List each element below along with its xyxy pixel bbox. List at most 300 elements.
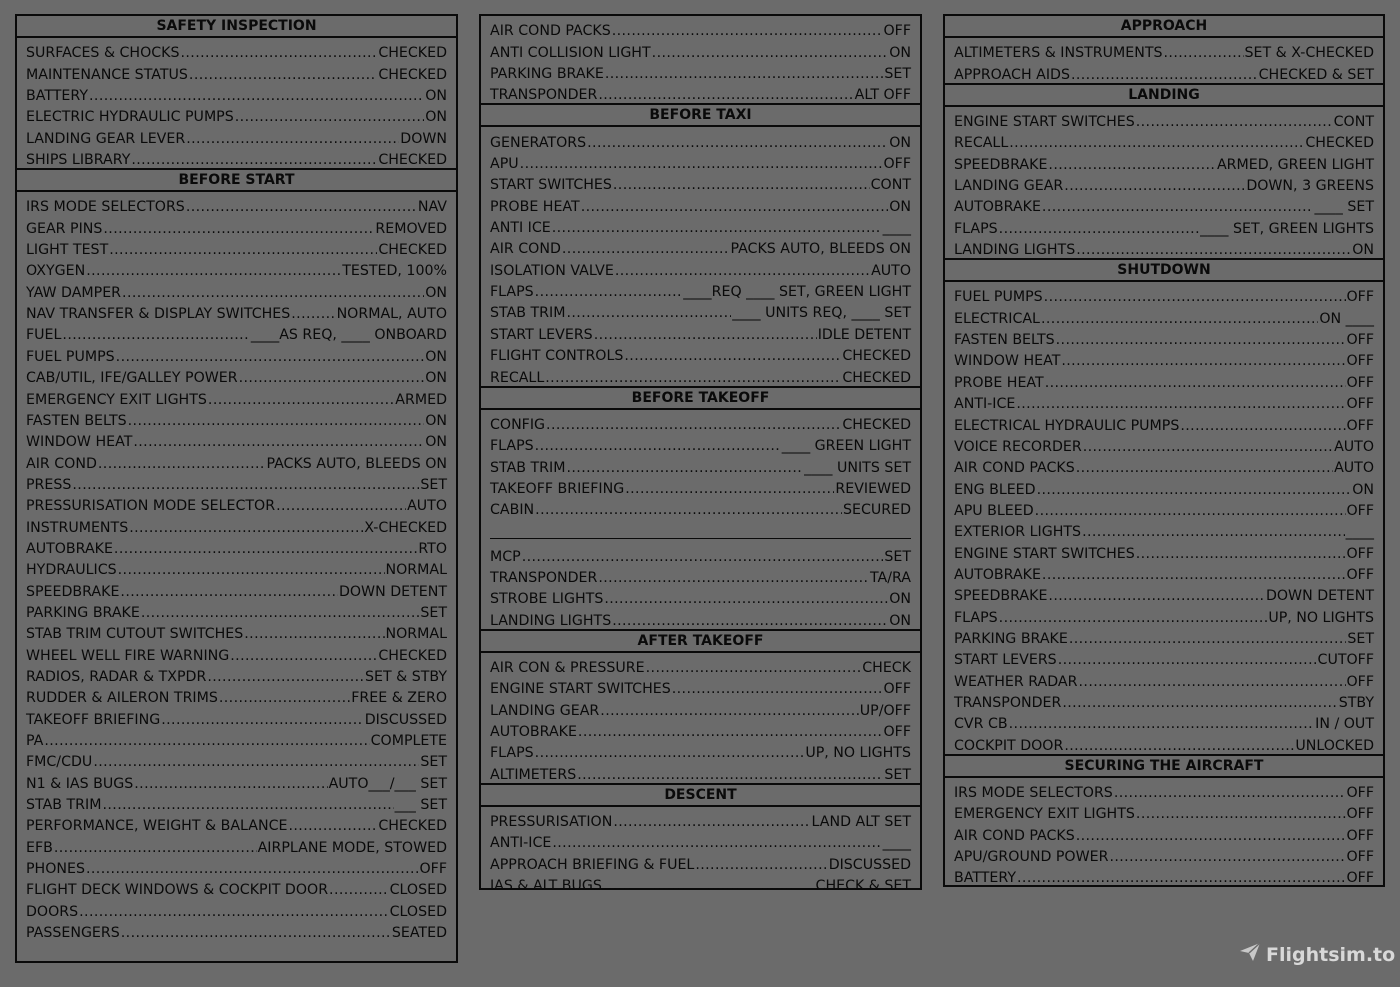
leader-dots [577, 767, 883, 783]
checklist-row [17, 920, 456, 941]
checklist-value: PACKS AUTO, BLEEDS ON [730, 241, 911, 258]
leader-dots [1016, 396, 1345, 412]
checklist-section [945, 258, 1383, 754]
checklist-row [17, 728, 456, 749]
checklist-item: APPROACH BRIEFING & FUEL [490, 856, 695, 873]
checklist-item: FLAPS [490, 438, 534, 455]
checklist-item: PARKING BRAKE [490, 66, 604, 83]
leader-dots [615, 263, 870, 279]
checklist-item: ANTI-ICE [954, 396, 1016, 413]
leader-dots [207, 669, 364, 685]
checklist-row [481, 364, 920, 385]
checklist-row [945, 822, 1383, 843]
leader-dots [208, 392, 394, 408]
checklist-row [481, 18, 920, 39]
divider-line [26, 941, 447, 962]
checklist-item: FLAPS [490, 745, 534, 762]
checklist-row [17, 856, 456, 877]
checklist-row [17, 429, 456, 450]
checklist-item: LANDING GEAR LEVER [26, 130, 186, 147]
checklist-value: ____AS REQ, ____ ONBOARD [250, 327, 447, 344]
checklist-value: ON [425, 434, 447, 451]
checklist-row [945, 305, 1383, 326]
checklist-row [945, 562, 1383, 583]
checklist-item: PARKING BRAKE [26, 604, 140, 621]
checklist-value: PACKS AUTO, BLEEDS ON [266, 455, 447, 472]
checklist-value: ____ SET, GREEN LIGHTS [1200, 220, 1374, 237]
checklist-value: ON [1352, 242, 1374, 259]
section-title: DESCENT [481, 783, 920, 807]
checklist-value: NAV [417, 199, 447, 216]
checklist-row [945, 583, 1383, 604]
checklist-item: FASTEN BELTS [954, 332, 1055, 349]
leader-dots [93, 754, 419, 770]
leader-dots [329, 882, 389, 898]
checklist-item: FLAPS [954, 220, 998, 237]
leader-dots [1061, 353, 1345, 369]
checklist-item: VOICE RECORDER [954, 438, 1082, 455]
section-title: APPROACH [945, 16, 1383, 38]
checklist-row [945, 780, 1383, 801]
leader-dots [189, 67, 377, 83]
checklist-item: GENERATORS [490, 134, 587, 151]
leader-dots [581, 199, 889, 215]
checklist-value: SET [420, 476, 447, 493]
leader-dots [1062, 695, 1337, 711]
checklist-item: IRS MODE SELECTORS [26, 199, 185, 216]
checklist-item: HYDRAULICS [26, 562, 117, 579]
checklist-item: AUTOBRAKE [954, 566, 1041, 583]
checklist-value: AUTO [871, 262, 911, 279]
leader-dots [1079, 674, 1346, 690]
checklist-value: CHECKED [842, 416, 911, 433]
leader-dots [1114, 785, 1346, 801]
checklist-item: CONFIG [490, 416, 546, 433]
checklist-row [17, 147, 456, 168]
checklist-item: AIR COND [26, 455, 97, 472]
leader-dots [102, 797, 393, 813]
leader-dots [672, 681, 883, 697]
checklist-row [17, 514, 456, 535]
leader-dots [545, 370, 841, 386]
checklist-value: OFF [1346, 289, 1374, 306]
checklist-item: AUTOBRAKE [26, 540, 113, 557]
checklist-value: COMPLETE [370, 733, 447, 749]
checklist-value: OFF [883, 23, 911, 40]
checklist-row [17, 749, 456, 770]
leader-dots [186, 199, 417, 215]
checklist-item: PRESS [26, 476, 72, 493]
checklist-row [945, 173, 1383, 194]
checklist-row [945, 604, 1383, 625]
leader-dots [276, 498, 406, 514]
leader-dots [44, 733, 369, 749]
leader-dots [1056, 332, 1346, 348]
leader-dots [103, 221, 374, 237]
checklist-value: TA/RA [869, 569, 911, 586]
flightsim-watermark [1238, 940, 1395, 969]
checklist-value: ON [889, 591, 911, 608]
leader-dots [128, 413, 425, 429]
checklist-item: ENG BLEED [954, 481, 1036, 498]
checklist-row [481, 172, 920, 193]
checklist-item: AIR CON & PRESSURE [490, 659, 645, 676]
checklist-item: FASTEN BELTS [26, 412, 127, 429]
section-title: LANDING [945, 83, 1383, 107]
leader-dots [613, 814, 810, 830]
checklist-item: AIR COND PACKS [954, 460, 1075, 477]
leader-dots [1048, 157, 1216, 173]
checklist-value: CHECK & SET [815, 878, 911, 895]
leader-dots [230, 648, 377, 664]
leader-dots [613, 177, 870, 193]
checklist-value: NORMAL, AUTO [336, 306, 447, 323]
leader-dots [1071, 67, 1258, 83]
leader-dots [1109, 849, 1345, 865]
checklist-value: ON [425, 370, 447, 387]
leader-dots [1076, 828, 1346, 844]
checklist-row [17, 557, 456, 578]
checklist-row [481, 607, 920, 628]
leader-dots [122, 285, 424, 301]
checklist-item: FLAPS [954, 609, 998, 626]
checklist-item: OXYGEN [26, 263, 86, 280]
leader-dots [288, 818, 377, 834]
checklist-value: SET [884, 66, 911, 83]
checklist-value: REVIEWED [835, 480, 911, 497]
checklist-row [17, 877, 456, 898]
checklist-item: ELECTRIC HYDRAULIC PUMPS [26, 109, 234, 126]
checklist-row [17, 642, 456, 663]
checklist-item: APU [490, 156, 519, 173]
checklist-item: TRANSPONDER [490, 87, 598, 104]
leader-dots [62, 327, 249, 343]
leader-dots [54, 840, 257, 856]
checklist-item: EMERGENCY EXIT LIGHTS [954, 806, 1135, 823]
checklist-row [481, 61, 920, 82]
checklist-value: OFF [883, 156, 911, 173]
leader-dots [89, 88, 424, 104]
leader-dots [131, 152, 377, 168]
checklist-item: SURFACES & CHOCKS [26, 45, 180, 62]
leader-dots [161, 712, 363, 728]
checklist-row [481, 321, 920, 342]
checklist-item: NAV TRANSFER & DISPLAY SWITCHES [26, 306, 291, 323]
checklist-row [945, 801, 1383, 822]
leader-dots [603, 878, 815, 894]
checklist-row [481, 433, 920, 454]
leader-dots [186, 131, 399, 147]
checklist-value: OFF [1346, 374, 1374, 391]
checklist-row [17, 493, 456, 514]
section-title: BEFORE START [17, 168, 456, 192]
leader-dots [1044, 289, 1346, 305]
checklist-item: RADIOS, RADAR & TXPDR [26, 668, 207, 685]
checklist-value: OFF [1346, 502, 1374, 519]
leader-dots [1064, 738, 1294, 754]
checklist-row [945, 865, 1383, 886]
checklist-item: START LEVERS [490, 326, 593, 343]
leader-dots [86, 861, 419, 877]
checklist-item: AIR COND PACKS [490, 23, 611, 40]
divider-line [490, 518, 911, 539]
checklist-value: ____ [882, 220, 911, 237]
column-right [943, 14, 1385, 887]
checklist-item: BATTERY [26, 88, 88, 105]
checklist-value: TESTED, 100% [342, 263, 447, 280]
checklist-value: SECURED [842, 502, 911, 519]
checklist-item: ELECTRICAL [954, 310, 1040, 327]
checklist-value: ARMED [395, 391, 447, 408]
checklist-item: LIGHT TEST [26, 242, 109, 259]
checklist-value: OFF [1346, 396, 1374, 413]
checklist-row [945, 194, 1383, 215]
checklist-value: UP, NO LIGHTS [1268, 609, 1374, 626]
checklist-row [945, 391, 1383, 412]
checklist-row [17, 237, 456, 258]
checklist-value: CHECKED [378, 242, 447, 259]
checklist-item: GEAR PINS [26, 220, 103, 237]
checklist-item: PRESSURISATION [490, 814, 613, 830]
checklist-item: SPEEDBRAKE [954, 156, 1048, 173]
checklist-value: CONT [870, 177, 911, 194]
checklist-row [17, 215, 456, 236]
checklist-row [945, 109, 1383, 130]
checklist-row [17, 301, 456, 322]
leader-dots [1082, 524, 1345, 540]
checklist-value: ON ____ [1319, 310, 1374, 327]
section-title: SHUTDOWN [945, 258, 1383, 282]
checklist-row [945, 284, 1383, 305]
checklist-item: YAW DAMPER [26, 284, 122, 301]
checklist-item: AIR COND [490, 241, 561, 258]
checklist-value: IDLE DETENT [817, 326, 911, 343]
checklist-row [17, 770, 456, 791]
leader-dots [1083, 439, 1333, 455]
leader-dots [235, 109, 424, 125]
checklist-row [17, 664, 456, 685]
checklist-value: OFF [1346, 417, 1374, 434]
leader-dots [114, 541, 417, 557]
checklist-item: LANDING GEAR [954, 178, 1064, 195]
checklist-row [481, 412, 920, 433]
checklist-row [481, 129, 920, 150]
checklist-value: SET & X-CHECKED [1244, 45, 1374, 62]
checklist-row [481, 236, 920, 257]
checklist-item: MCP [490, 548, 521, 565]
checklist-row [17, 83, 456, 104]
checklist-item: PA [26, 733, 44, 749]
checklist-row [481, 697, 920, 718]
leader-dots [612, 23, 883, 39]
leader-dots [1180, 418, 1345, 434]
checklist-row [481, 543, 920, 564]
checklist-section [17, 168, 456, 962]
watermark-text: Flightsim.to [1266, 943, 1396, 966]
checklist-row [945, 626, 1383, 647]
checklist-value: UP/OFF [859, 702, 911, 719]
checklist-row [17, 279, 456, 300]
checklist-item: SHIPS LIBRARY [26, 152, 131, 169]
checklist-row [17, 685, 456, 706]
checklist-value: ___ SET [394, 797, 447, 814]
checklist-item: STAB TRIM CUTOUT SWITCHES [26, 626, 244, 643]
leader-dots [1076, 460, 1333, 476]
leader-dots [1058, 652, 1317, 668]
leader-dots [1136, 114, 1333, 130]
checklist-item: FMC/CDU [26, 754, 93, 771]
checklist-value: ON [889, 612, 911, 629]
checklist-item: APU BLEED [954, 502, 1034, 519]
leader-dots [120, 584, 338, 600]
section-title: BEFORE TAXI [481, 103, 920, 127]
leader-dots [1136, 546, 1346, 562]
leader-dots [999, 221, 1199, 237]
leader-dots [535, 745, 805, 761]
checklist-row [481, 851, 920, 872]
checklist-item: PROBE HEAT [490, 198, 580, 215]
checklist-row [481, 565, 920, 586]
leader-dots [552, 220, 882, 236]
leader-dots [598, 87, 853, 103]
checklist-item: RUDDER & AILERON TRIMS [26, 690, 218, 707]
leader-dots [72, 477, 419, 493]
leader-dots [1041, 311, 1318, 327]
checklist-row [17, 706, 456, 727]
checklist-row [945, 40, 1383, 61]
checklist-row [17, 600, 456, 621]
checklist-item: INSTRUMENTS [26, 519, 129, 536]
checklist-row [481, 257, 920, 278]
checklist-item: LANDING LIGHTS [954, 242, 1076, 259]
checklist-item: AUTOBRAKE [954, 199, 1041, 216]
checklist-row [945, 412, 1383, 433]
checklist-value: DOWN [400, 130, 447, 147]
checklist-row [945, 476, 1383, 497]
checklist-value: FREE & ZERO [351, 690, 447, 707]
checklist-row [481, 300, 920, 321]
checklist-item: MAINTENANCE STATUS [26, 66, 188, 83]
checklist-value: CHECKED [378, 66, 447, 83]
section-title: SAFETY INSPECTION [17, 16, 456, 38]
checklist-value: SET [884, 766, 911, 783]
leader-dots [129, 520, 363, 536]
checklist-value: ON [889, 44, 911, 61]
checklist-value: DOWN DETENT [338, 583, 447, 600]
leader-dots [121, 925, 391, 941]
checklist-item: BATTERY [954, 870, 1016, 887]
leader-dots [624, 348, 841, 364]
leader-dots [566, 460, 803, 476]
checklist-row [481, 676, 920, 697]
leader-dots [239, 370, 425, 386]
leader-dots [134, 776, 327, 792]
checklist-item: EMERGENCY EXIT LIGHTS [26, 391, 207, 408]
paper-plane-icon [1238, 940, 1262, 969]
checklist-value: ____ GREEN LIGHT [781, 438, 911, 455]
leader-dots [133, 434, 424, 450]
leader-dots [79, 904, 389, 920]
checklist-row [945, 130, 1383, 151]
checklist-value: ON [425, 284, 447, 301]
leader-dots [695, 857, 827, 873]
checklist-row [481, 279, 920, 300]
checklist-item: FUEL PUMPS [954, 289, 1043, 306]
checklist-section [17, 16, 456, 168]
checklist-row [17, 258, 456, 279]
checklist-value: OFF [1346, 785, 1374, 801]
checklist-row [17, 536, 456, 557]
leader-dots [1048, 588, 1265, 604]
leader-dots [244, 626, 384, 642]
checklist-item: ENGINE START SWITCHES [954, 545, 1135, 562]
leader-dots [578, 724, 883, 740]
checklist-item: PHONES [26, 861, 85, 878]
checklist-value: CLOSED [389, 882, 447, 899]
checklist-row [945, 732, 1383, 753]
checklist-item: ALTIMETERS & INSTRUMENTS [954, 45, 1163, 62]
column-left [15, 14, 458, 963]
checklist-value: OFF [1346, 566, 1374, 583]
checklist-item: CAB/UTIL, IFE/GALLEY POWER [26, 370, 238, 387]
checklist-value: REMOVED [375, 220, 447, 237]
checklist-item: LANDING LIGHTS [490, 612, 612, 629]
checklist-section [481, 386, 920, 629]
checklist-value: IN / OUT [1315, 716, 1374, 733]
checklist-row [945, 215, 1383, 236]
leader-dots [291, 306, 335, 322]
leader-dots [605, 66, 884, 82]
checklist-row [481, 719, 920, 740]
checklist-row [17, 621, 456, 642]
checklist-value: ____ UNITS REQ, ____ SET [732, 305, 911, 322]
checklist-item: WEATHER RADAR [954, 673, 1078, 690]
leader-dots [552, 835, 881, 851]
checklist-item: ELECTRICAL HYDRAULIC PUMPS [954, 417, 1180, 434]
checklist-item: SPEEDBRAKE [26, 583, 120, 600]
leader-dots [612, 613, 888, 629]
leader-dots [546, 417, 841, 433]
checklist-row [481, 476, 920, 497]
checklist-value: OFF [1346, 673, 1374, 690]
checklist-row [481, 809, 920, 830]
checklist-row [17, 792, 456, 813]
checklist-value: CHECK [862, 659, 911, 676]
section-title: BEFORE TAKEOFF [481, 386, 920, 410]
leader-dots [652, 45, 889, 61]
checklist-row [17, 104, 456, 125]
checklist-value: RTO [418, 540, 447, 557]
leader-dots [598, 570, 869, 586]
leader-dots [1069, 631, 1347, 647]
leader-dots [1017, 870, 1346, 886]
checklist-value: NORMAL [385, 626, 447, 643]
checklist-item: FUEL [26, 327, 62, 344]
leader-dots [1037, 482, 1352, 498]
section-title: SECURING THE AIRCRAFT [945, 754, 1383, 778]
checklist-value: DISCUSSED [364, 711, 447, 728]
checklist-value: CHECKED [842, 348, 911, 365]
checklist-row [481, 215, 920, 236]
checklist-value: AUTO [1334, 438, 1374, 455]
checklist-row [17, 834, 456, 855]
checklist-row [945, 61, 1383, 82]
checklist-item: ISOLATION VALVE [490, 262, 614, 279]
checklist-row [945, 455, 1383, 476]
leader-dots [141, 605, 420, 621]
checklist-row [17, 343, 456, 364]
checklist-item: RECALL [490, 369, 545, 386]
